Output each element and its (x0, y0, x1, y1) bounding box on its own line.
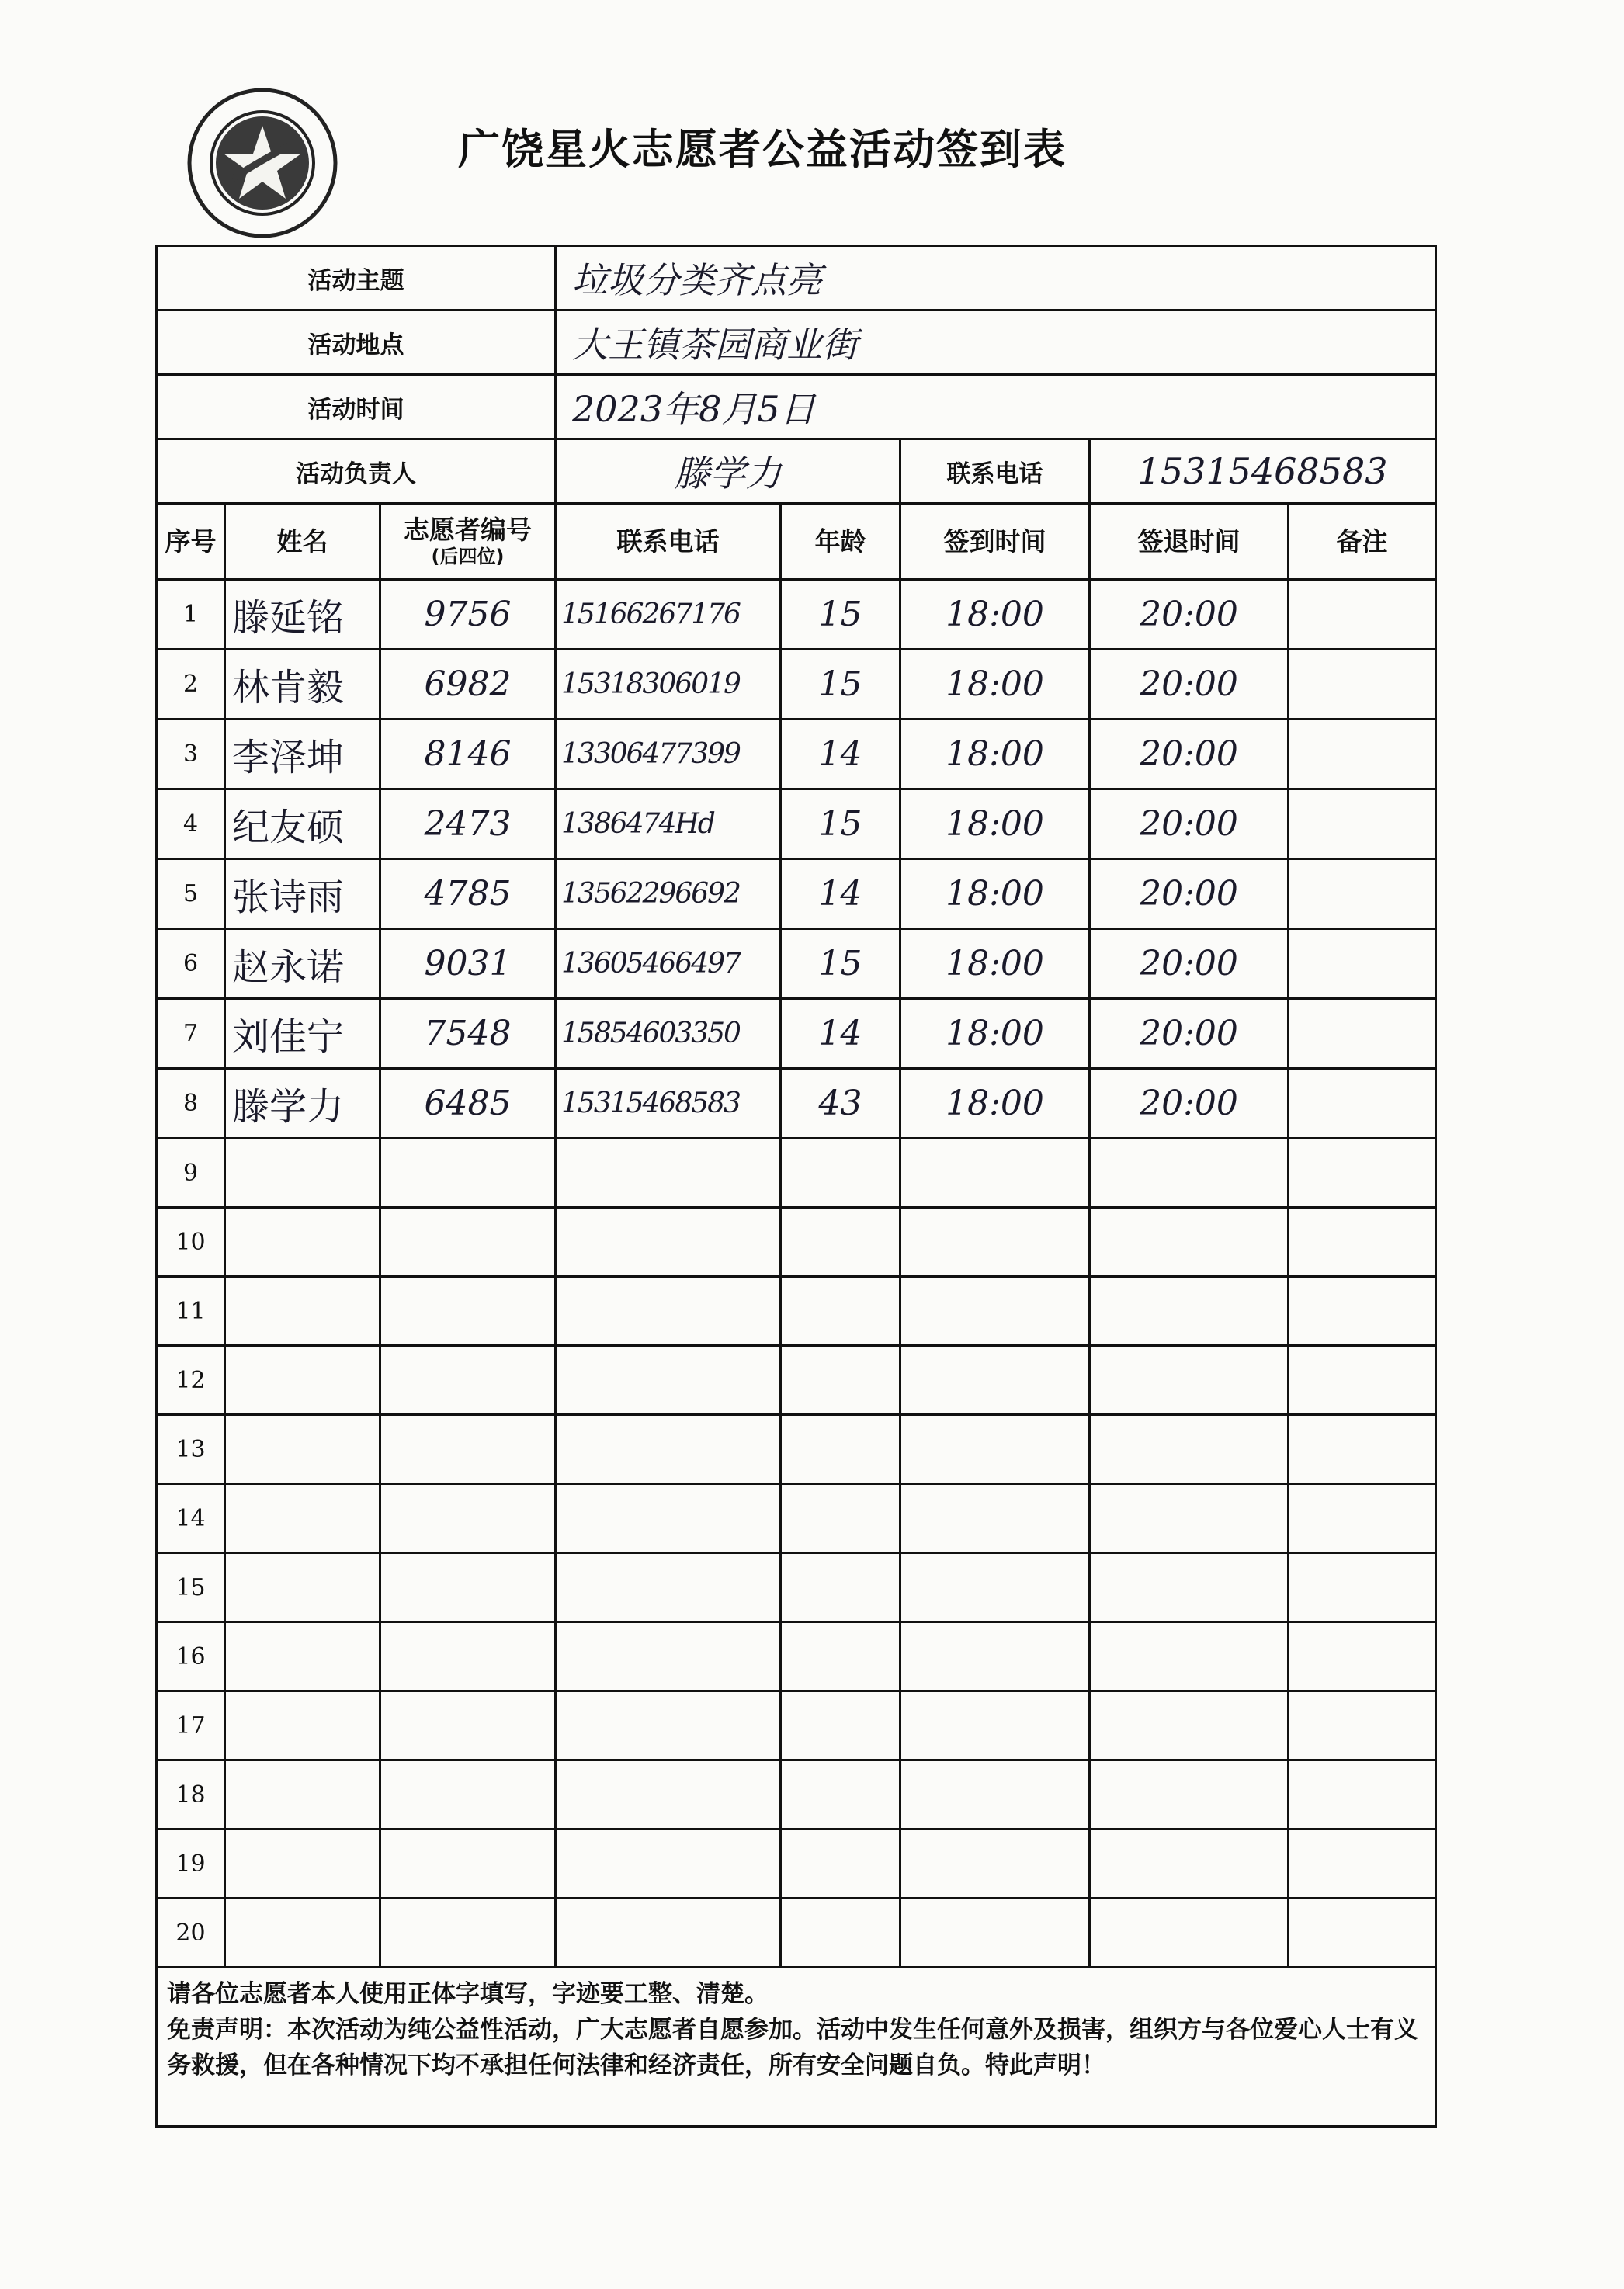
row-seq: 20 (157, 1899, 225, 1968)
row-volunteer-id (380, 1346, 556, 1415)
row-volunteer-id (380, 1760, 556, 1829)
row-name (225, 1899, 380, 1968)
row-age: 14 (781, 859, 900, 929)
row-age (781, 1208, 900, 1277)
row-remark (1289, 1691, 1436, 1760)
row-name: 滕学力 (225, 1069, 380, 1139)
row-age: 15 (781, 789, 900, 859)
row-remark (1289, 1139, 1436, 1208)
row-volunteer-id: 6485 (380, 1069, 556, 1139)
notes-row (157, 1968, 1436, 2127)
theme-value: 垃圾分类齐点亮 (556, 246, 1436, 310)
row-checkout: 20:00 (1090, 650, 1289, 720)
row-checkin (900, 1277, 1090, 1346)
row-phone (556, 1622, 781, 1691)
row-checkout (1090, 1760, 1289, 1829)
row-phone (556, 1760, 781, 1829)
row-phone (556, 1899, 781, 1968)
row-remark (1289, 1346, 1436, 1415)
leader-phone-value: 15315468583 (1090, 439, 1436, 504)
table-row (157, 1069, 1436, 1139)
row-name: 林肯毅 (225, 650, 380, 720)
row-checkout (1090, 1622, 1289, 1691)
row-remark (1289, 1899, 1436, 1968)
header-volunteer-id (380, 504, 556, 580)
row-checkout (1090, 1277, 1289, 1346)
table-row (157, 1691, 1436, 1760)
header-volunteer-id-sub: (后四位) (431, 545, 505, 567)
row-age (781, 1277, 900, 1346)
row-seq: 6 (157, 929, 225, 999)
row-remark (1289, 859, 1436, 929)
row-checkin: 18:00 (900, 999, 1090, 1069)
time-label: 活动时间 (157, 375, 556, 439)
row-age (781, 1760, 900, 1829)
row-name (225, 1829, 380, 1899)
row-volunteer-id: 6982 (380, 650, 556, 720)
row-name (225, 1208, 380, 1277)
row-name: 赵永诺 (225, 929, 380, 999)
header-checkin: 签到时间 (900, 504, 1090, 580)
row-checkin (900, 1346, 1090, 1415)
leader-phone-label: 联系电话 (900, 439, 1090, 504)
table-row (157, 720, 1436, 789)
row-checkout: 20:00 (1090, 999, 1289, 1069)
notes-cell (157, 1968, 1436, 2127)
row-age (781, 1484, 900, 1553)
row-seq: 2 (157, 650, 225, 720)
row-checkin: 18:00 (900, 720, 1090, 789)
row-phone: 13306477399 (556, 720, 781, 789)
row-age (781, 1829, 900, 1899)
row-checkin: 18:00 (900, 650, 1090, 720)
sign-in-sheet (155, 245, 1437, 2128)
row-checkout (1090, 1691, 1289, 1760)
row-volunteer-id (380, 1553, 556, 1622)
row-phone: 15315468583 (556, 1069, 781, 1139)
organization-seal (185, 85, 340, 241)
row-checkout (1090, 1899, 1289, 1968)
row-checkin: 18:00 (900, 1069, 1090, 1139)
row-remark (1289, 1760, 1436, 1829)
row-remark (1289, 1069, 1436, 1139)
row-phone: 15166267176 (556, 580, 781, 650)
row-remark (1289, 929, 1436, 999)
row-remark (1289, 1484, 1436, 1553)
table-row (157, 859, 1436, 929)
header-name: 姓名 (225, 504, 380, 580)
row-volunteer-id (380, 1829, 556, 1899)
row-volunteer-id: 7548 (380, 999, 556, 1069)
row-checkin (900, 1691, 1090, 1760)
row-volunteer-id (380, 1277, 556, 1346)
place-label: 活动地点 (157, 310, 556, 375)
row-age (781, 1139, 900, 1208)
row-name (225, 1691, 380, 1760)
table-row (157, 1346, 1436, 1415)
row-seq: 16 (157, 1622, 225, 1691)
row-age (781, 1622, 900, 1691)
row-age: 15 (781, 580, 900, 650)
notes-disclaimer: 免责声明：本次活动为纯公益性活动，广大志愿者自愿参加。活动中发生任何意外及损害，组织方与各位爱心人士有义务救援，但在各种情况下均不承担任何法律和经济责任，所有安全问题自负。特此声明！ (167, 2016, 1418, 2079)
info-row-theme (157, 246, 1436, 310)
row-remark (1289, 1208, 1436, 1277)
leader-label: 活动负责人 (157, 439, 556, 504)
row-remark (1289, 1415, 1436, 1484)
row-seq: 9 (157, 1139, 225, 1208)
row-name: 刘佳宁 (225, 999, 380, 1069)
row-remark (1289, 1277, 1436, 1346)
row-phone: 13562296692 (556, 859, 781, 929)
row-seq: 3 (157, 720, 225, 789)
row-checkin (900, 1208, 1090, 1277)
row-checkout (1090, 1415, 1289, 1484)
row-name (225, 1622, 380, 1691)
row-checkout: 20:00 (1090, 720, 1289, 789)
table-header-row (157, 504, 1436, 580)
row-seq: 15 (157, 1553, 225, 1622)
row-checkout (1090, 1553, 1289, 1622)
row-checkout: 20:00 (1090, 789, 1289, 859)
row-name: 李泽坤 (225, 720, 380, 789)
row-phone (556, 1346, 781, 1415)
header-phone: 联系电话 (556, 504, 781, 580)
row-age: 43 (781, 1069, 900, 1139)
row-remark (1289, 789, 1436, 859)
row-seq: 7 (157, 999, 225, 1069)
row-checkin (900, 1139, 1090, 1208)
header-remark: 备注 (1289, 504, 1436, 580)
row-remark (1289, 1553, 1436, 1622)
volunteer-rows (157, 580, 1436, 1968)
table-row (157, 1277, 1436, 1346)
table-row (157, 1415, 1436, 1484)
row-seq: 18 (157, 1760, 225, 1829)
row-age (781, 1899, 900, 1968)
info-row-time (157, 375, 1436, 439)
row-age: 14 (781, 999, 900, 1069)
row-volunteer-id (380, 1691, 556, 1760)
row-phone (556, 1553, 781, 1622)
row-checkout (1090, 1484, 1289, 1553)
row-checkin: 18:00 (900, 859, 1090, 929)
table-row (157, 650, 1436, 720)
row-checkin (900, 1622, 1090, 1691)
row-seq: 4 (157, 789, 225, 859)
row-seq: 17 (157, 1691, 225, 1760)
header-seq: 序号 (157, 504, 225, 580)
time-value: 2023年8月5日 (556, 375, 1436, 439)
row-checkout: 20:00 (1090, 859, 1289, 929)
row-volunteer-id (380, 1622, 556, 1691)
row-volunteer-id (380, 1208, 556, 1277)
row-phone: 13605466497 (556, 929, 781, 999)
row-phone (556, 1208, 781, 1277)
row-checkout: 20:00 (1090, 1069, 1289, 1139)
row-seq: 1 (157, 580, 225, 650)
row-remark (1289, 1622, 1436, 1691)
row-age (781, 1346, 900, 1415)
row-name: 张诗雨 (225, 859, 380, 929)
table-row (157, 1760, 1436, 1829)
header-checkout: 签退时间 (1090, 504, 1289, 580)
header-age: 年龄 (781, 504, 900, 580)
row-seq: 11 (157, 1277, 225, 1346)
theme-label: 活动主题 (157, 246, 556, 310)
table-row (157, 1899, 1436, 1968)
row-checkin: 18:00 (900, 929, 1090, 999)
row-phone (556, 1691, 781, 1760)
row-phone (556, 1139, 781, 1208)
row-checkout: 20:00 (1090, 580, 1289, 650)
row-remark (1289, 720, 1436, 789)
info-row-place (157, 310, 1436, 375)
row-seq: 5 (157, 859, 225, 929)
row-checkin (900, 1553, 1090, 1622)
table-row (157, 929, 1436, 999)
row-seq: 8 (157, 1069, 225, 1139)
row-name (225, 1346, 380, 1415)
row-seq: 10 (157, 1208, 225, 1277)
row-name (225, 1277, 380, 1346)
row-age (781, 1691, 900, 1760)
row-name: 滕延铭 (225, 580, 380, 650)
row-seq: 13 (157, 1415, 225, 1484)
place-value: 大王镇茶园商业街 (556, 310, 1436, 375)
row-remark (1289, 1829, 1436, 1899)
table-row (157, 1484, 1436, 1553)
row-name (225, 1415, 380, 1484)
notes-instruction: 请各位志愿者本人使用正体字填写，字迹要工整、清楚。 (167, 1980, 769, 2008)
row-seq: 19 (157, 1829, 225, 1899)
table-row (157, 1208, 1436, 1277)
row-age: 15 (781, 650, 900, 720)
row-volunteer-id (380, 1139, 556, 1208)
row-checkout (1090, 1346, 1289, 1415)
row-checkout (1090, 1139, 1289, 1208)
table-row (157, 1622, 1436, 1691)
row-volunteer-id: 9031 (380, 929, 556, 999)
row-volunteer-id: 4785 (380, 859, 556, 929)
row-phone (556, 1415, 781, 1484)
row-name (225, 1139, 380, 1208)
row-checkout (1090, 1829, 1289, 1899)
row-name (225, 1760, 380, 1829)
row-volunteer-id (380, 1415, 556, 1484)
page-title: 广饶星火志愿者公益活动签到表 (458, 125, 1067, 174)
row-age (781, 1553, 900, 1622)
row-phone: 1386474Hd (556, 789, 781, 859)
row-phone: 15854603350 (556, 999, 781, 1069)
table-row (157, 1139, 1436, 1208)
row-phone (556, 1484, 781, 1553)
row-checkin (900, 1484, 1090, 1553)
leader-value: 滕学力 (556, 439, 900, 504)
row-remark (1289, 999, 1436, 1069)
row-phone (556, 1829, 781, 1899)
row-checkin (900, 1415, 1090, 1484)
row-remark (1289, 650, 1436, 720)
row-checkout (1090, 1208, 1289, 1277)
row-volunteer-id (380, 1484, 556, 1553)
info-row-leader (157, 439, 1436, 504)
row-age: 14 (781, 720, 900, 789)
row-name (225, 1484, 380, 1553)
table-row (157, 789, 1436, 859)
row-volunteer-id: 8146 (380, 720, 556, 789)
row-seq: 14 (157, 1484, 225, 1553)
row-checkin: 18:00 (900, 580, 1090, 650)
row-checkin: 18:00 (900, 789, 1090, 859)
row-seq: 12 (157, 1346, 225, 1415)
row-name (225, 1553, 380, 1622)
row-checkin (900, 1829, 1090, 1899)
table-row (157, 1829, 1436, 1899)
row-phone: 15318306019 (556, 650, 781, 720)
row-volunteer-id: 9756 (380, 580, 556, 650)
header-volunteer-id-main: 志愿者编号 (404, 515, 532, 546)
table-row (157, 1553, 1436, 1622)
row-checkout: 20:00 (1090, 929, 1289, 999)
row-checkin (900, 1760, 1090, 1829)
row-phone (556, 1277, 781, 1346)
row-name: 纪友硕 (225, 789, 380, 859)
row-remark (1289, 580, 1436, 650)
row-age (781, 1415, 900, 1484)
row-age: 15 (781, 929, 900, 999)
row-volunteer-id: 2473 (380, 789, 556, 859)
table-row (157, 580, 1436, 650)
table-row (157, 999, 1436, 1069)
row-checkin (900, 1899, 1090, 1968)
row-volunteer-id (380, 1899, 556, 1968)
